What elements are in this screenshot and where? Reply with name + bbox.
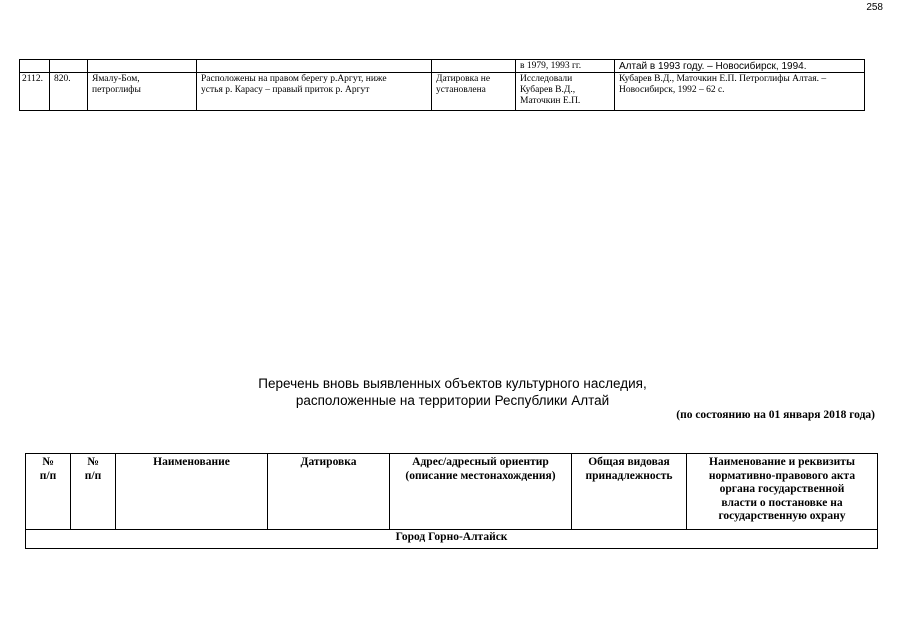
sources-cell: Алтай в 1993 году. – Новосибирск, 1994. <box>615 60 865 73</box>
header-line: принадлежность <box>585 469 673 482</box>
header-line: (описание местонахождения) <box>405 469 556 482</box>
location-line: устья р. Карасу – правый приток р. Аргут <box>201 85 370 95</box>
dating-cell <box>432 73 516 111</box>
object-number-cell: 820. <box>50 73 88 111</box>
researchers-cell <box>516 73 615 111</box>
table-header-row <box>26 454 878 530</box>
name-line: петроглифы <box>92 85 141 95</box>
sources-line: Новосибирск, 1992 – 62 с. <box>619 85 725 95</box>
header-line: нормативно-правового акта <box>708 469 856 482</box>
header-line: п/п <box>84 469 102 482</box>
header-type <box>572 454 687 530</box>
header-dating: Датировка <box>268 454 390 530</box>
researchers-line: Кубарев В.Д., <box>520 85 576 95</box>
header-num2 <box>71 454 116 530</box>
researchers-line: Маточкин Е.П. <box>520 96 581 106</box>
city-heading: Город Горно-Алтайск <box>26 530 878 549</box>
table-row <box>26 530 878 549</box>
page-number: 258 <box>866 2 883 13</box>
dating-line: Датировка не <box>436 74 491 84</box>
sources-line: Кубарев В.Д., Маточкин Е.П. Петроглифы Алтая. – <box>619 74 827 84</box>
table-row <box>20 60 865 73</box>
header-num1 <box>26 454 71 530</box>
header-line: Наименование и реквизиты <box>709 456 855 468</box>
header-line: Общая видовая <box>588 456 670 468</box>
section-title-line: расположенные на территории Республики Алтай <box>295 393 610 408</box>
header-line: № <box>42 456 54 468</box>
row-number-cell: 2112. <box>20 73 50 111</box>
location-cell <box>197 73 432 111</box>
header-act <box>687 454 878 530</box>
header-line: органа государственной <box>719 483 845 495</box>
header-line: власти о постановке на <box>721 496 843 509</box>
top-monuments-table <box>19 59 865 111</box>
dating-line: установлена <box>436 85 486 95</box>
location-line: Расположены на правом берегу р.Аргут, ниже <box>201 74 387 84</box>
table-row <box>20 73 865 111</box>
researchers-line: Исследовали <box>520 74 573 84</box>
header-name: Наименование <box>116 454 268 530</box>
header-line: № <box>87 456 99 468</box>
name-cell <box>88 73 197 111</box>
new-objects-table <box>25 453 878 549</box>
sources-cell <box>615 73 865 111</box>
header-address <box>390 454 572 530</box>
header-line: Адрес/адресный ориентир <box>412 456 549 468</box>
researchers-cell: в 1979, 1993 гг. <box>516 60 615 73</box>
section-title <box>0 375 905 409</box>
status-date: (по состоянию на 01 января 2018 года) <box>676 409 875 421</box>
header-line: государственную охрану <box>718 510 846 522</box>
name-line: Ямалу-Бом, <box>92 74 140 84</box>
section-title-line: Перечень вновь выявленных объектов культурного наследия, <box>258 376 647 391</box>
header-line: п/п <box>39 469 57 482</box>
